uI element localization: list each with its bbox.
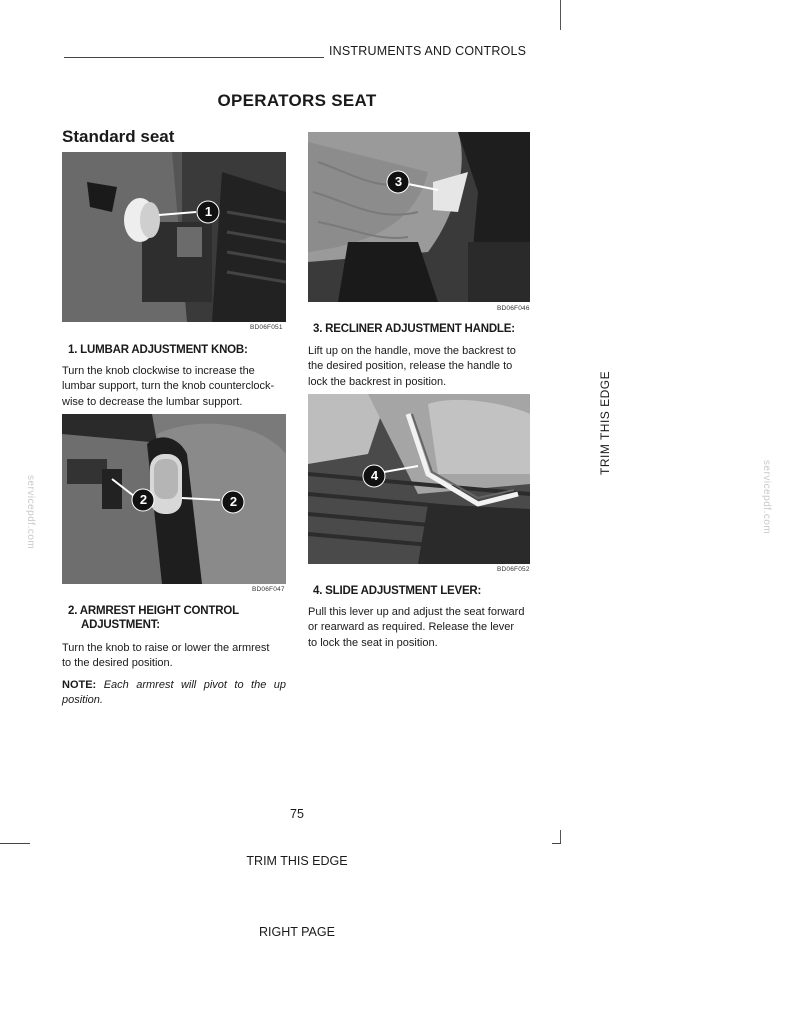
item-3-line-1: Lift up on the handle, move the backrest to [308,345,516,357]
item-3-line-3: lock the backrest in position. [308,375,447,388]
figure-code: BD06F052 [497,566,530,573]
figure-code: BD06F046 [497,305,530,312]
crop-mark-top [560,0,561,30]
item-2-heading-line-2: ADJUSTMENT: [81,619,160,631]
item-2-heading-line-1: 2. ARMREST HEIGHT CONTROL [68,605,239,617]
crop-mark-bottom-left [0,843,30,844]
crop-mark-bottom [560,830,561,844]
page-number: 75 [290,807,304,821]
armrest-photo [62,414,286,584]
figure-code: BD06F051 [250,324,283,331]
page-title: OPERATORS SEAT [217,91,377,110]
callout-1: 1 [204,204,213,219]
item-3-line-2: the desired position, release the handle to [308,360,513,373]
note-label: NOTE: [62,679,97,691]
callout-2-left: 2 [139,492,148,507]
item-3-heading: 3. RECLINER ADJUSTMENT HANDLE: [313,323,515,335]
item-2-line-1: Turn the knob to raise or lower the armrest [62,642,270,654]
item-2-heading [68,604,239,632]
lumbar-knob-photo [62,152,286,322]
item-2-line-2: to the desired position. [62,657,173,670]
item-4-text [308,605,530,651]
figure-lumbar-knob [62,152,286,322]
callout-4: 4 [370,468,379,483]
item-1-heading: 1. LUMBAR ADJUSTMENT KNOB: [68,344,248,356]
section-title: Standard seat [62,127,175,146]
watermark-right: servicepdf.com [761,460,772,535]
note-text-2: position. [62,694,103,706]
trim-edge-bottom-label: TRIM THIS EDGE [246,854,348,868]
callout-3: 3 [394,174,403,189]
item-2-note-line-1 [62,678,286,693]
figure-slide-lever [308,394,530,564]
crop-mark-bottom-right [552,843,561,844]
item-1-line-1: Turn the knob clockwise to increase the [62,365,255,377]
item-4-heading: 4. SLIDE ADJUSTMENT LEVER: [313,585,482,597]
figure-armrest [62,414,286,584]
slide-lever-photo [308,394,530,564]
item-4-line-2: or rearward as required. Release the lever [308,621,515,634]
note-text-1: Each armrest will pivot to the up [103,679,287,691]
item-4-line-1: Pull this lever up and adjust the seat forward [308,606,525,618]
item-2-note [62,678,286,708]
item-1-line-2: lumbar support, turn the knob counterclock- [62,380,275,393]
item-1-line-3: wise to decrease the lumbar support. [62,395,243,408]
item-4-line-3: to lock the seat in position. [308,636,438,649]
trim-edge-right-label: TRIM THIS EDGE [598,370,612,475]
callout-2-right: 2 [229,494,238,509]
item-2-note-line-2 [62,693,286,708]
figure-code: BD06F047 [252,586,285,593]
right-page-label: RIGHT PAGE [259,925,335,939]
header-section-title: INSTRUMENTS AND CONTROLS [329,44,527,58]
item-2-text [62,641,286,672]
figure-recliner-handle [308,132,530,302]
item-1-text [62,364,286,410]
watermark-left: servicepdf.com [25,475,36,550]
item-3-text [308,344,530,390]
header-rule [64,57,324,58]
recliner-photo [308,132,530,302]
